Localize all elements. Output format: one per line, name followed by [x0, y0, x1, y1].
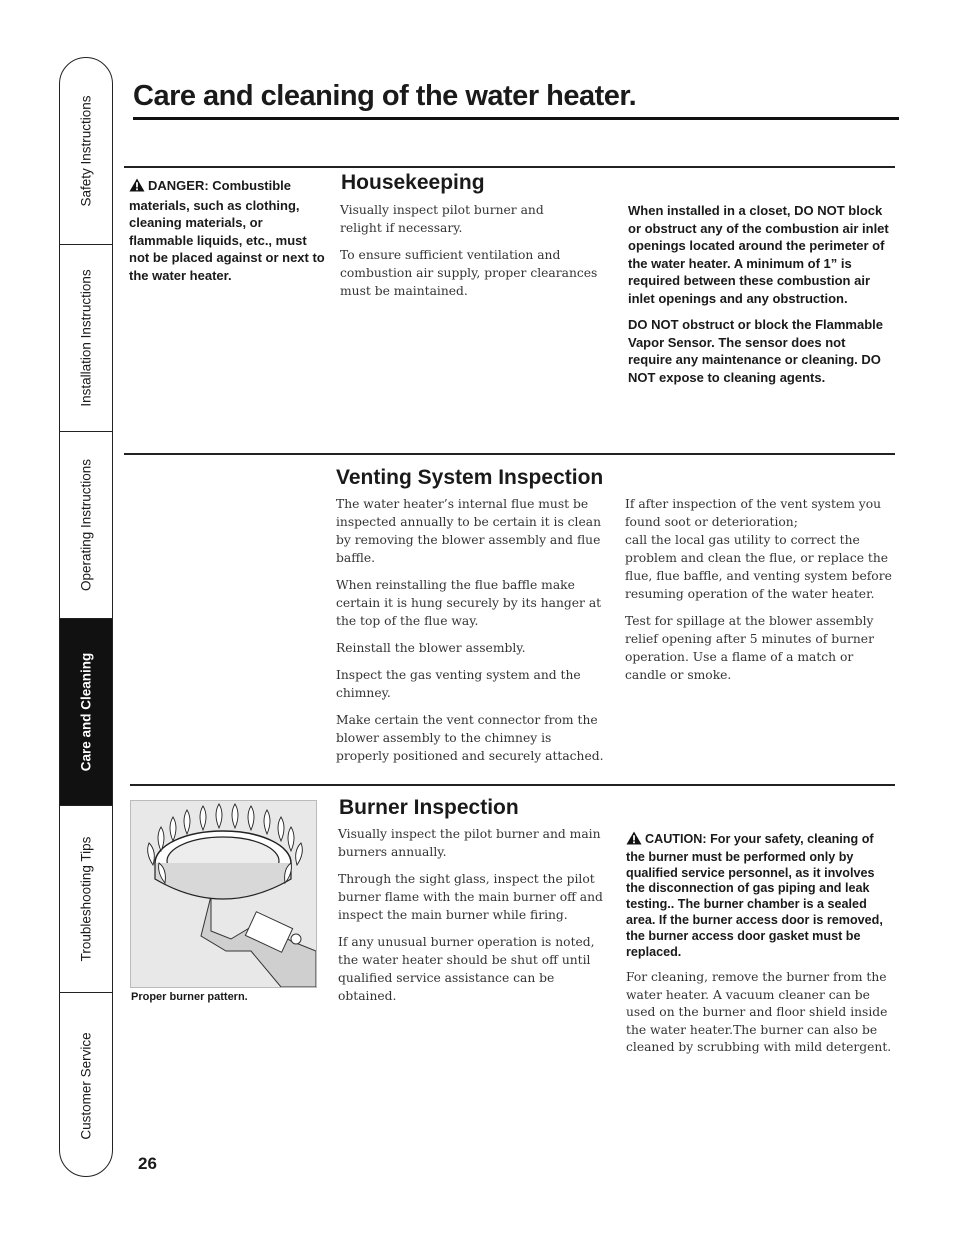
vapor-sensor-note: DO NOT obstruct or block the Flammable Vapor Sensor. The sensor does not require any maintenance or cleaning. DO NOT expose to cleaning agents. — [628, 317, 883, 385]
paragraph: When reinstalling the flue baffle make certain it is hung securely by its hanger at the top of the flue way. — [336, 578, 602, 628]
caution-text: For your safety, cleaning of the burner must be performed only by qualified service personnel, as it involves the disconnection of gas piping and leak testing.. The burner chamber is a sealed area. If the burner access door is removed, the burner access door gasket must be replaced. — [626, 832, 883, 959]
paragraph: Make certain the vent connector from the blower assembly to the chimney is properly positioned and securely attached. — [336, 713, 604, 763]
warning-triangle-icon — [626, 831, 642, 850]
closet-clearance-note: When installed in a closet, DO NOT block or obstruct any of the combustion air inlet openings located around the perimeter of the water heater. A minimum of 1” is required between these combustion air inlet openings and any obstruction. — [628, 203, 889, 306]
burner-right-column — [626, 831, 892, 1057]
venting-left-text — [336, 495, 608, 774]
venting-right-text — [625, 495, 893, 693]
section-divider — [130, 784, 895, 786]
venting-heading: Venting System Inspection — [336, 466, 604, 489]
paragraph: Inspect the gas venting system and the chimney. — [336, 668, 581, 700]
tab-label: Care and Cleaning — [78, 652, 94, 772]
paragraph: If any unusual burner operation is noted, the water heater should be shut off until qualified service assistance can be obtained. — [338, 935, 595, 1003]
paragraph: The water heater’s internal flue must be inspected annually to be certain it is clean by removing the blower assembly and flue baffle. — [336, 497, 602, 565]
tab-label: Safety Instructions — [78, 95, 94, 207]
danger-warning — [129, 177, 329, 284]
section-tab-bar — [59, 57, 113, 1177]
tab-label: Operating Instructions — [78, 458, 94, 592]
danger-text: Combustible materials, such as clothing, cleaning materials, or flammable liquids, etc., must not be placed against or next to the water heater. — [129, 178, 325, 283]
section-divider — [124, 166, 895, 168]
paragraph: Reinstall the blower assembly. — [336, 641, 526, 655]
housekeeping-heading: Housekeeping — [341, 171, 485, 194]
caution-warning — [626, 831, 892, 960]
paragraph: Through the sight glass, inspect the pilot burner flame with the main burner off and inspect the main burner while firing. — [338, 872, 603, 922]
caution-label: CAUTION: — [645, 832, 707, 846]
tab-label: Troubleshooting Tips — [78, 836, 94, 962]
paragraph: Test for spillage at the blower assembly relief opening after 5 minutes of burner operation. Use a flame of a match or candle or smoke. — [625, 614, 874, 682]
burner-heading: Burner Inspection — [339, 796, 519, 819]
title-divider — [133, 117, 899, 120]
danger-label: DANGER: — [148, 178, 209, 193]
tab-troubleshooting-tips[interactable] — [60, 806, 112, 993]
page-number: 26 — [138, 1154, 157, 1173]
burner-cleaning-text: For cleaning, remove the burner from the water heater. A vacuum cleaner can be used on the burner and floor shield inside the water heater.The burner can also be cleaned by scrubbing with mild detergent. — [626, 970, 892, 1055]
tab-installation-instructions[interactable] — [60, 245, 112, 432]
image-caption: Proper burner pattern. — [131, 991, 248, 1003]
burner-left-text — [338, 825, 606, 1014]
burner-pattern-image — [130, 800, 317, 988]
paragraph: Visually inspect the pilot burner and main burners annually. — [338, 827, 601, 859]
tab-label: Installation Instructions — [78, 269, 94, 407]
paragraph: To ensure sufficient ventilation and combustion air supply, proper clearances must be maintained. — [340, 248, 598, 298]
tab-label: Customer Service — [78, 1031, 94, 1140]
tab-customer-service[interactable] — [60, 993, 112, 1177]
tab-safety-instructions[interactable] — [60, 58, 112, 245]
section-divider — [124, 453, 895, 455]
housekeeping-text — [340, 201, 602, 309]
tab-care-and-cleaning[interactable] — [60, 619, 112, 806]
tab-operating-instructions[interactable] — [60, 432, 112, 619]
paragraph: call the local gas utility to correct the problem and clean the flue, or replace the flue, flue baffle, and venting system before resuming operation of the water heater. — [625, 533, 892, 601]
housekeeping-notes — [628, 202, 890, 395]
page-title: Care and cleaning of the water heater. — [133, 80, 637, 112]
paragraph: Visually inspect pilot burner and relight if necessary. — [340, 203, 544, 235]
paragraph: If after inspection of the vent system you found soot or deterioration; — [625, 497, 882, 529]
warning-triangle-icon — [129, 178, 145, 197]
